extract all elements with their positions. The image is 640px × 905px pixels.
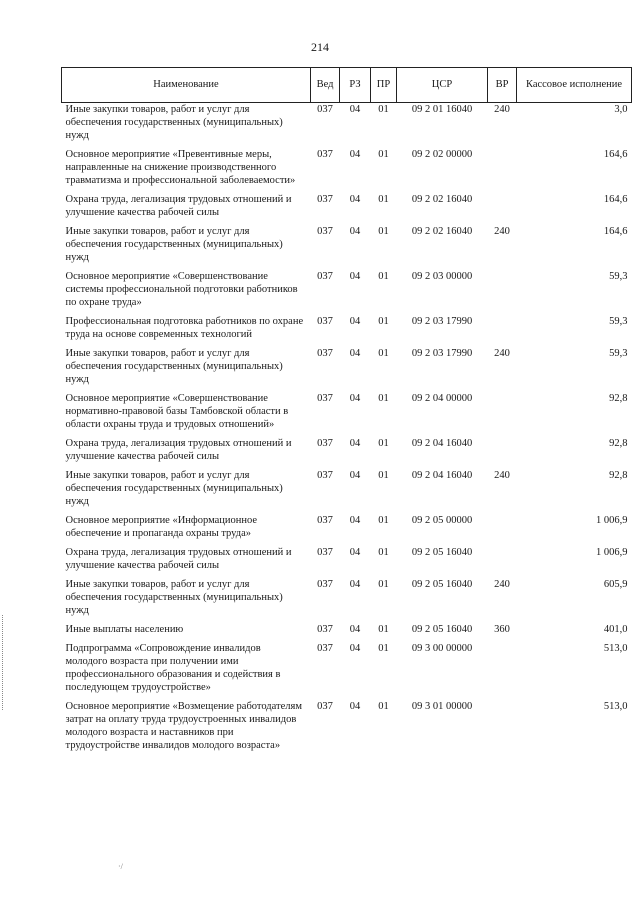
cell-rz: 04	[349, 348, 361, 359]
cell-vr	[488, 270, 517, 315]
cell-pr: 01	[378, 624, 389, 635]
cell-name: Охрана труда, легализация трудовых отношений и улучшение качества рабочей силы	[65, 547, 292, 571]
table-row	[62, 103, 632, 149]
cell-amount: 164,6	[603, 194, 628, 205]
budget-execution-table	[61, 67, 632, 758]
cell-pr: 01	[378, 701, 389, 712]
cell-ved: 037	[317, 579, 333, 590]
cell-name: Основное мероприятие «Совершенствование системы профессиональной подготовки работников по охране труда»	[65, 271, 298, 308]
cell-vr: 240	[494, 470, 510, 481]
table-row	[62, 623, 632, 642]
table-row	[62, 437, 632, 469]
cell-amount: 401,0	[603, 624, 628, 635]
cell-csr: 09 2 01 16040	[411, 104, 473, 115]
table-row	[62, 193, 632, 225]
cell-amount: 1 006,9	[596, 547, 628, 558]
cell-csr: 09 2 03 17990	[411, 348, 473, 359]
cell-csr: 09 2 04 16040	[411, 438, 473, 449]
cell-csr: 09 2 05 16040	[411, 624, 473, 635]
cell-amount: 164,6	[603, 149, 628, 160]
table-body	[62, 103, 632, 759]
table-row	[62, 642, 632, 700]
cell-name: Основное мероприятие «Возмещение работодателям затрат на оплату труда трудоустроенных инвалидов молодого возраста и наставников при трудоустройстве инвалидов молодого возраста»	[65, 701, 303, 751]
cell-rz: 04	[349, 643, 361, 654]
cell-ved: 037	[317, 104, 333, 115]
cell-pr: 01	[378, 194, 389, 205]
cell-amount: 513,0	[603, 701, 628, 712]
table-row	[62, 225, 632, 270]
cell-ved: 037	[317, 547, 333, 558]
cell-pr: 01	[378, 438, 389, 449]
cell-csr: 09 2 04 16040	[411, 470, 473, 481]
cell-rz: 04	[349, 226, 361, 237]
cell-vr: 240	[494, 226, 510, 237]
header-amount: Кассовое исполнение	[517, 68, 632, 103]
cell-pr: 01	[378, 515, 389, 526]
cell-vr	[488, 193, 517, 225]
cell-name: Иные закупки товаров, работ и услуг для обеспечения государственных (муниципальных) нужд	[65, 348, 283, 385]
cell-rz: 04	[349, 194, 361, 205]
table-row	[62, 514, 632, 546]
header-name: Наименование	[62, 68, 311, 103]
cell-rz: 04	[349, 515, 361, 526]
cell-csr: 09 2 02 16040	[411, 226, 473, 237]
cell-ved: 037	[317, 624, 333, 635]
cell-ved: 037	[317, 393, 333, 404]
cell-name: Иные закупки товаров, работ и услуг для обеспечения государственных (муниципальных) нужд	[65, 579, 283, 616]
cell-amount: 605,9	[603, 579, 628, 590]
cell-pr: 01	[378, 470, 389, 481]
cell-ved: 037	[317, 470, 333, 481]
cell-amount: 59,3	[609, 348, 628, 359]
cell-name: Иные закупки товаров, работ и услуг для обеспечения государственных (муниципальных) нужд	[65, 226, 283, 263]
cell-csr: 09 2 02 16040	[411, 194, 473, 205]
cell-amount: 513,0	[603, 643, 628, 654]
cell-ved: 037	[317, 226, 333, 237]
table-row	[62, 347, 632, 392]
cell-pr: 01	[378, 348, 389, 359]
cell-pr: 01	[378, 316, 389, 327]
table-row	[62, 469, 632, 514]
cell-rz: 04	[349, 701, 361, 712]
cell-csr: 09 2 02 00000	[411, 149, 473, 160]
cell-name: Охрана труда, легализация трудовых отношений и улучшение качества рабочей силы	[65, 438, 292, 462]
header-rz: РЗ	[340, 68, 371, 103]
cell-pr: 01	[378, 226, 389, 237]
cell-amount: 92,8	[609, 438, 628, 449]
cell-pr: 01	[378, 149, 389, 160]
cell-vr	[488, 148, 517, 193]
cell-amount: 59,3	[609, 316, 628, 327]
cell-name: Основное мероприятие «Превентивные меры, направленные на снижение производственного травматизма и профессиональной заболеваемости»	[65, 149, 296, 186]
table-row	[62, 392, 632, 437]
cell-pr: 01	[378, 643, 389, 654]
table-row	[62, 270, 632, 315]
cell-rz: 04	[349, 438, 361, 449]
cell-vr: 240	[494, 579, 510, 590]
cell-vr	[488, 315, 517, 347]
cell-ved: 037	[317, 194, 333, 205]
cell-csr: 09 3 01 00000	[411, 701, 473, 712]
cell-vr	[488, 392, 517, 437]
cell-name: Подпрограмма «Сопровождение инвалидов молодого возраста при получении ими профессионального образования и содействия в последующем трудоустройстве»	[65, 643, 281, 693]
cell-rz: 04	[349, 579, 361, 590]
cell-vr	[488, 514, 517, 546]
cell-csr: 09 3 00 00000	[411, 643, 473, 654]
cell-name: Основное мероприятие «Информационное обеспечение и пропаганда охраны труда»	[65, 515, 258, 539]
cell-amount: 59,3	[609, 271, 628, 282]
cell-pr: 01	[378, 579, 389, 590]
cell-rz: 04	[349, 271, 361, 282]
cell-ved: 037	[317, 643, 333, 654]
cell-name: Охрана труда, легализация трудовых отношений и улучшение качества рабочей силы	[65, 194, 292, 218]
cell-vr: 240	[494, 104, 510, 115]
cell-csr: 09 2 05 00000	[411, 515, 473, 526]
header-csr: ЦСР	[397, 68, 488, 103]
scan-artifact	[2, 615, 5, 710]
cell-pr: 01	[378, 393, 389, 404]
header-pr: ПР	[371, 68, 397, 103]
cell-rz: 04	[349, 547, 361, 558]
cell-vr: 360	[494, 624, 510, 635]
cell-ved: 037	[317, 149, 333, 160]
table-row	[62, 578, 632, 623]
cell-ved: 037	[317, 701, 333, 712]
cell-rz: 04	[349, 316, 361, 327]
cell-pr: 01	[378, 271, 389, 282]
table-row	[62, 700, 632, 758]
cell-name: Иные закупки товаров, работ и услуг для обеспечения государственных (муниципальных) нужд	[65, 104, 283, 141]
cell-vr: 240	[494, 348, 510, 359]
page-number: 214	[311, 40, 329, 54]
cell-amount: 3,0	[614, 104, 628, 115]
cell-pr: 01	[378, 547, 389, 558]
cell-name: Основное мероприятие «Совершенствование нормативно-правовой базы Тамбовской области в области охраны труда и трудовых отношений»	[65, 393, 289, 430]
table-header-row	[62, 68, 632, 103]
cell-amount: 164,6	[603, 226, 628, 237]
header-ved: Вед	[311, 68, 340, 103]
cell-vr	[488, 700, 517, 758]
header-vr: ВР	[488, 68, 517, 103]
cell-ved: 037	[317, 271, 333, 282]
cell-amount: 92,8	[609, 393, 628, 404]
cell-csr: 09 2 03 17990	[411, 316, 473, 327]
cell-amount: 92,8	[609, 470, 628, 481]
cell-rz: 04	[349, 393, 361, 404]
cell-rz: 04	[349, 149, 361, 160]
cell-name: Профессиональная подготовка работников по охране труда на основе современных технологий	[65, 316, 304, 340]
cell-pr: 01	[378, 104, 389, 115]
table-row	[62, 148, 632, 193]
cell-vr	[488, 642, 517, 700]
table-row	[62, 546, 632, 578]
cell-csr: 09 2 05 16040	[411, 579, 473, 590]
cell-csr: 09 2 04 00000	[411, 393, 473, 404]
cell-ved: 037	[317, 348, 333, 359]
table-row	[62, 315, 632, 347]
cell-vr	[488, 546, 517, 578]
cell-name: Иные выплаты населению	[65, 624, 184, 635]
cell-ved: 037	[317, 515, 333, 526]
cell-vr	[488, 437, 517, 469]
cell-amount: 1 006,9	[596, 515, 628, 526]
cell-name: Иные закупки товаров, работ и услуг для обеспечения государственных (муниципальных) нужд	[65, 470, 283, 507]
cell-rz: 04	[349, 470, 361, 481]
cell-csr: 09 2 03 00000	[411, 271, 473, 282]
footer-mark: ·/	[118, 862, 123, 871]
cell-ved: 037	[317, 316, 333, 327]
cell-rz: 04	[349, 624, 361, 635]
cell-rz: 04	[349, 104, 361, 115]
cell-ved: 037	[317, 438, 333, 449]
cell-csr: 09 2 05 16040	[411, 547, 473, 558]
